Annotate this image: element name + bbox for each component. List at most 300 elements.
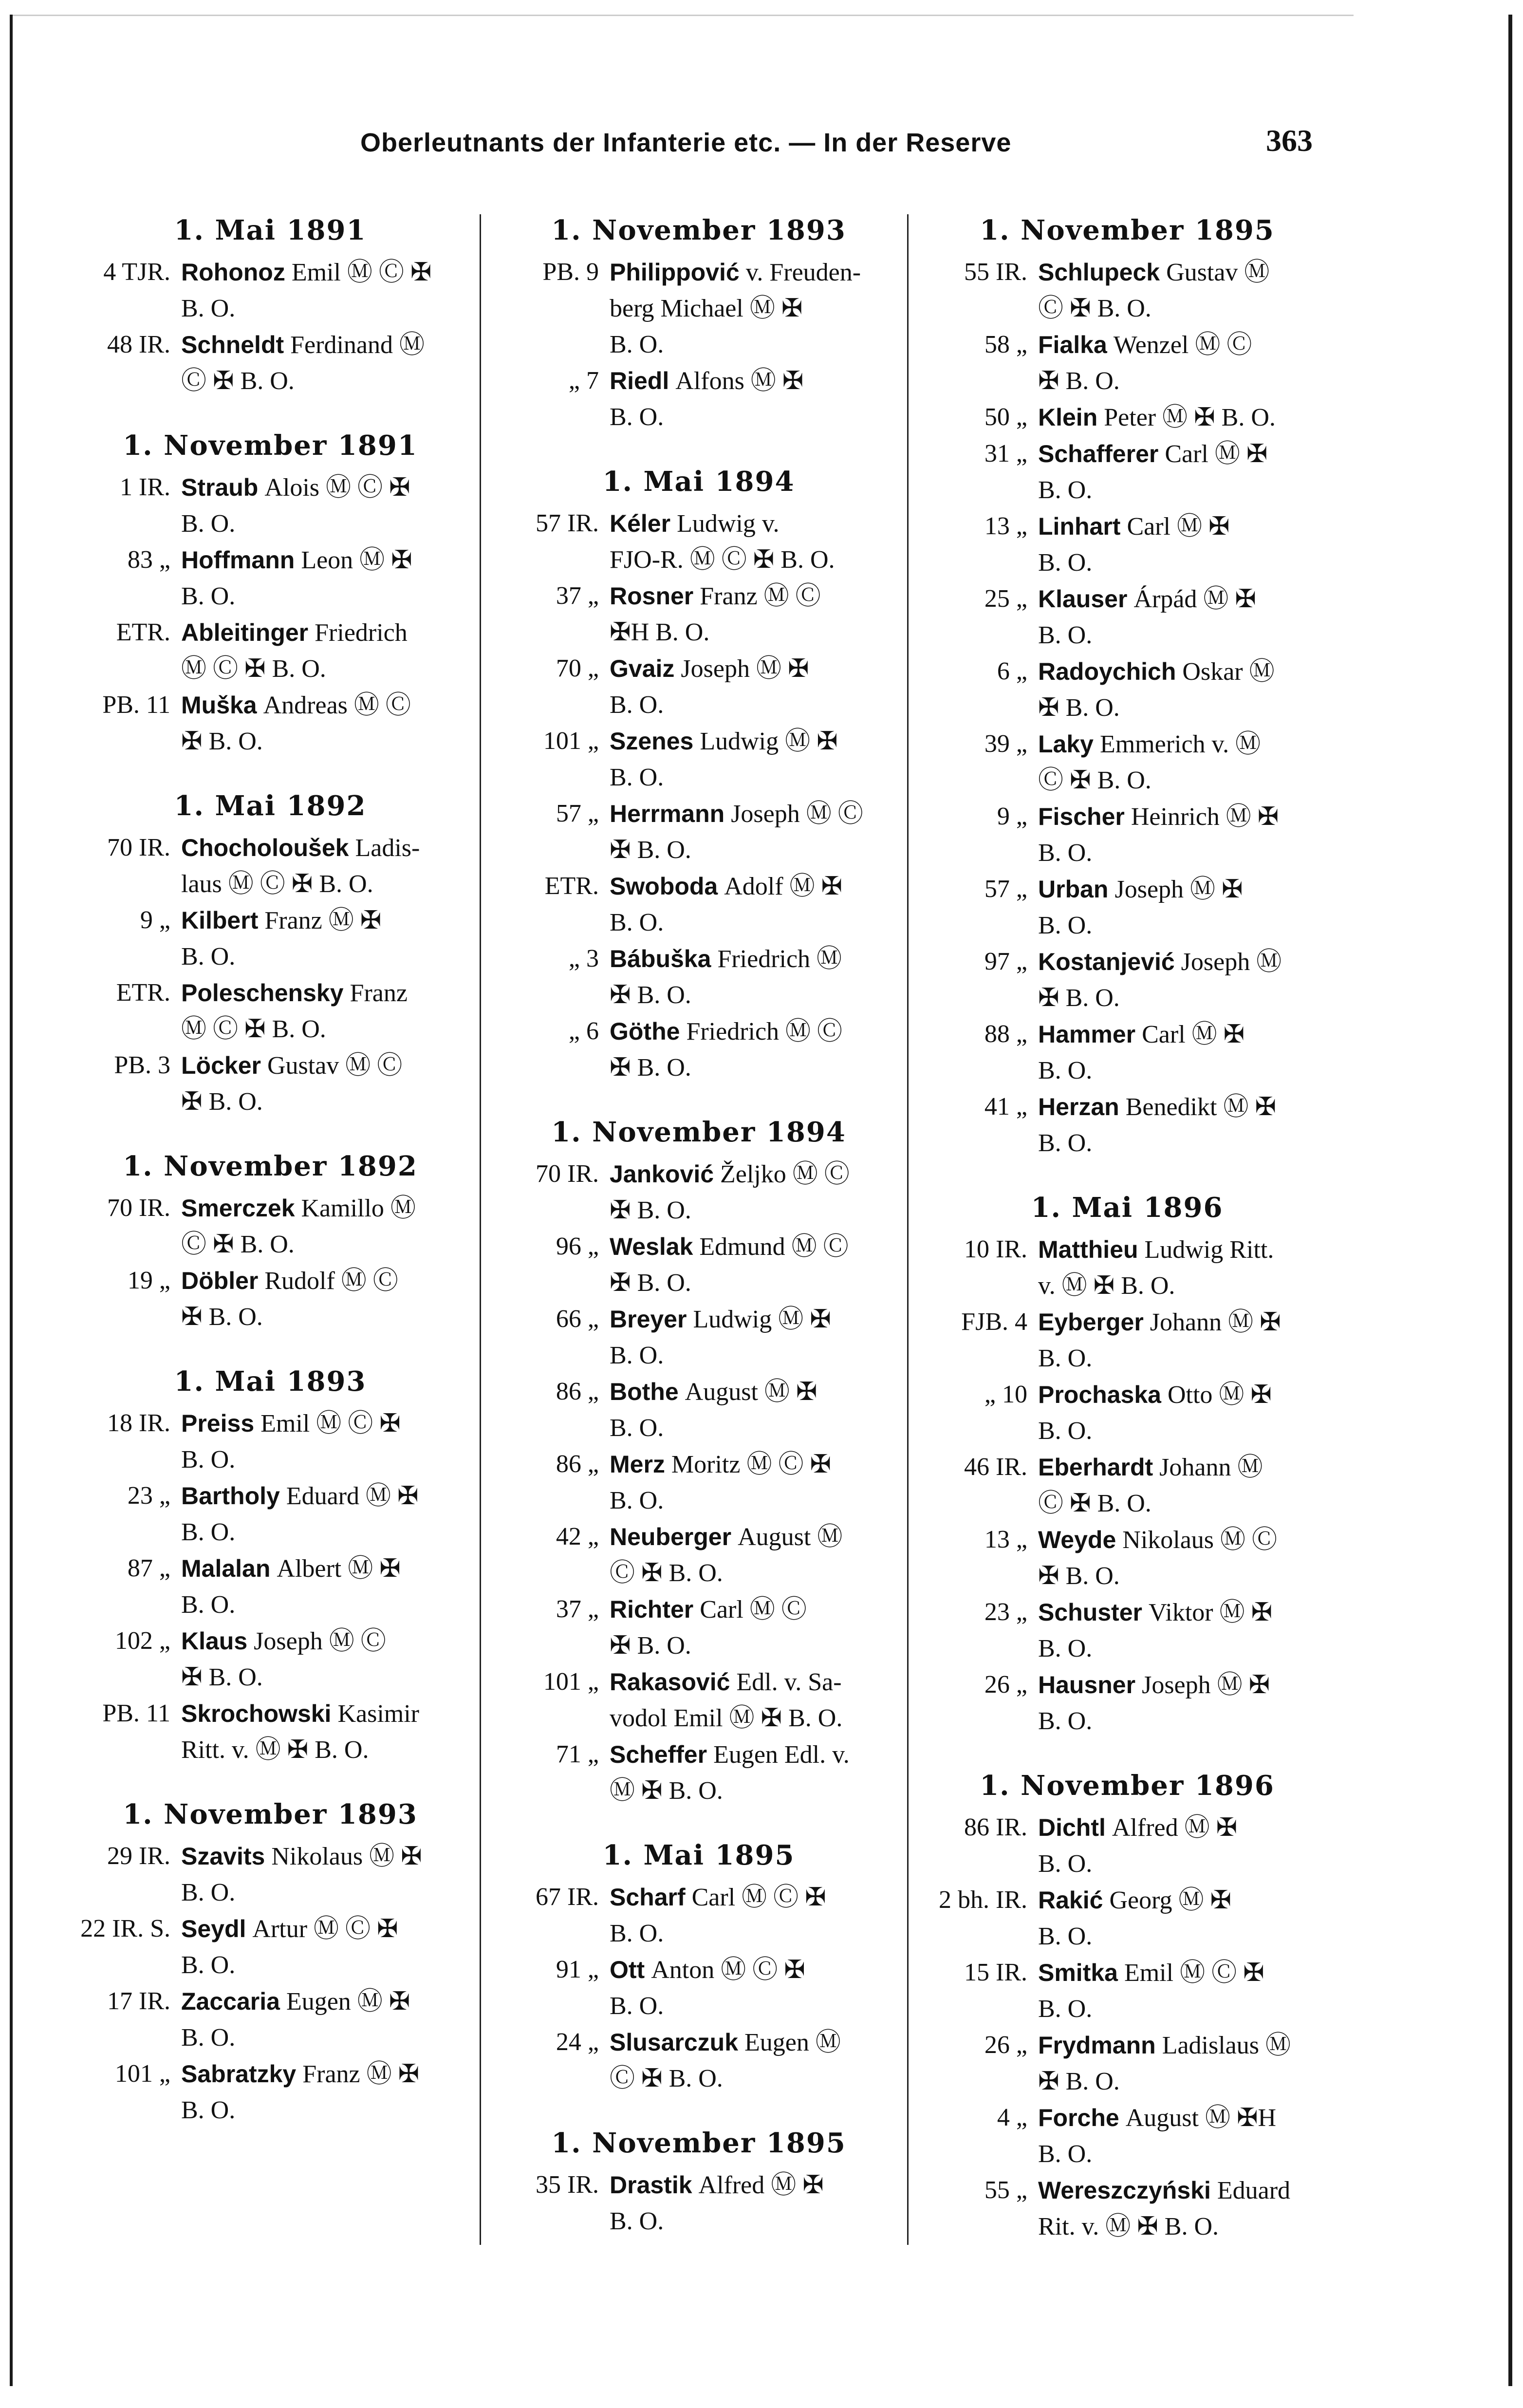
- section-heading: 1. November 1894: [551, 1116, 846, 1148]
- surname: Prochaska: [1038, 1381, 1161, 1408]
- surname: Rakić: [1038, 1886, 1103, 1914]
- entry-line: Benedikt Ⓜ ✠: [1125, 1093, 1277, 1121]
- page-number: 363: [1266, 123, 1313, 158]
- officer-entry: [925, 944, 1329, 1016]
- unit-label: „ 3: [568, 945, 599, 972]
- officer-entry: [925, 508, 1329, 581]
- unit-label: 55 „: [984, 2176, 1027, 2204]
- surname: Straub: [181, 474, 259, 501]
- unit-label: 6 „: [997, 657, 1027, 685]
- promotion-section: [68, 1365, 472, 1768]
- column-1: [68, 214, 472, 2159]
- surname: Merz: [610, 1451, 665, 1478]
- entry-body: [610, 796, 901, 868]
- entry-line: Alfred Ⓜ ✠: [1112, 1814, 1238, 1842]
- unit-label: 1 IR.: [120, 473, 170, 501]
- unit-label: 91 „: [556, 1956, 599, 1983]
- entry-body: [181, 1550, 472, 1623]
- entry-line: B. O.: [610, 1342, 664, 1369]
- surname: Dichtl: [1038, 1814, 1106, 1841]
- entry-line: Friedrich Ⓜ: [717, 945, 842, 973]
- entry-body: [181, 1190, 472, 1263]
- entry-line: ✠ B. O.: [610, 1054, 691, 1082]
- entry-line: ✠ B. O.: [181, 1088, 263, 1116]
- entry-line: Ludwig Ⓜ ✠: [693, 1306, 831, 1333]
- entry-line: Ladislaus Ⓜ: [1162, 2032, 1291, 2059]
- unit-label: 23 „: [127, 1482, 170, 1510]
- entry-line: vodol Emil Ⓜ ✠ B. O.: [610, 1704, 843, 1732]
- officer-entry: [68, 1696, 472, 1768]
- section-heading: 1. November 1893: [551, 214, 846, 246]
- surname: Ableitinger: [181, 619, 309, 646]
- entry-line: Carl Ⓜ ✠: [1165, 440, 1268, 468]
- officer-entry: [497, 1229, 901, 1301]
- entry-body: [181, 542, 472, 615]
- entry-line: B. O.: [610, 1920, 664, 1947]
- entry-line: v. Ⓜ ✠ B. O.: [1038, 1272, 1175, 1300]
- unit-label: 17 IR.: [107, 1987, 170, 2015]
- entry-line: Edmund Ⓜ Ⓒ: [699, 1233, 849, 1261]
- entry-line: Friedrich: [315, 619, 408, 647]
- entry-line: Ludwig Ritt.: [1144, 1236, 1274, 1264]
- entry-body: [181, 254, 472, 327]
- entry-line: Georg Ⓜ ✠: [1109, 1886, 1232, 1914]
- unit-label: 39 „: [984, 730, 1027, 758]
- entry-line: Joseph Ⓜ ✠: [681, 655, 809, 683]
- entry-body: [181, 975, 472, 1047]
- officer-entry: [497, 868, 901, 941]
- officer-entry: [68, 1838, 472, 1911]
- officer-entry: [497, 1879, 901, 1952]
- surname: Slusarczuk: [610, 2029, 739, 2056]
- entry-line: B. O.: [1038, 1707, 1093, 1735]
- officer-entry: [68, 1623, 472, 1696]
- officer-entry: [68, 1550, 472, 1623]
- unit-label: 2 bh. IR.: [939, 1886, 1027, 1914]
- unit-label: 18 IR.: [107, 1409, 170, 1437]
- officer-entry: [68, 469, 472, 542]
- unit-label: „ 6: [568, 1017, 599, 1045]
- entry-line: ✠ B. O.: [610, 1269, 691, 1297]
- officer-entry: [925, 1810, 1329, 1882]
- officer-entry: [925, 726, 1329, 799]
- surname: Urban: [1038, 876, 1109, 903]
- unit-label: 26 „: [984, 1671, 1027, 1699]
- surname: Rosner: [610, 582, 694, 610]
- entry-line: Franz: [350, 979, 408, 1007]
- officer-entry: [925, 254, 1329, 327]
- entry-line: Franz Ⓜ ✠: [264, 907, 382, 934]
- surname: Frydmann: [1038, 2032, 1156, 2059]
- entry-line: B. O.: [610, 2207, 664, 2235]
- entry-line: Leon Ⓜ ✠: [301, 546, 412, 574]
- entry-body: [1038, 1882, 1329, 1955]
- section-heading: 1. Mai 1895: [602, 1839, 795, 1871]
- unit-label: 31 „: [984, 440, 1027, 467]
- entry-line: Carl Ⓜ ✠: [1142, 1021, 1245, 1048]
- surname: Weslak: [610, 1233, 693, 1260]
- officer-entry: [925, 1232, 1329, 1304]
- unit-label: FJB. 4: [961, 1308, 1027, 1336]
- surname: Döbler: [181, 1267, 259, 1294]
- unit-label: 101 „: [114, 2060, 170, 2088]
- entry-line: B. O.: [1038, 1129, 1093, 1157]
- entry-body: [610, 2024, 901, 2097]
- unit-label: 70 IR.: [107, 834, 170, 861]
- surname: Schuster: [1038, 1599, 1142, 1626]
- unit-label: ETR.: [116, 618, 170, 646]
- entry-line: B. O.: [610, 691, 664, 719]
- entry-line: Ⓜ ✠ B. O.: [610, 1777, 723, 1805]
- unit-label: 67 IR.: [536, 1883, 599, 1911]
- entry-line: B. O.: [610, 403, 664, 431]
- entry-line: Ⓒ ✠ B. O.: [1038, 295, 1152, 322]
- entry-line: B. O.: [1038, 1923, 1093, 1950]
- entry-body: [1038, 1232, 1329, 1304]
- unit-label: PB. 11: [102, 691, 170, 719]
- surname: Eyberger: [1038, 1308, 1144, 1336]
- unit-label: PB. 11: [102, 1699, 170, 1727]
- entry-body: [610, 723, 901, 796]
- unit-label: „ 7: [568, 367, 599, 394]
- entry-body: [181, 1911, 472, 1983]
- surname: Philippović: [610, 259, 740, 286]
- officer-entry: [68, 615, 472, 687]
- officer-entry: [497, 1736, 901, 1809]
- surname: Fischer: [1038, 803, 1125, 830]
- section-heading: 1. November 1895: [551, 2127, 846, 2159]
- entry-line: v. Freuden-: [745, 259, 861, 286]
- entry-line: B. O.: [1038, 476, 1093, 504]
- surname: Swoboda: [610, 873, 718, 900]
- column-3: [925, 214, 1329, 2275]
- entry-body: [610, 1952, 901, 2024]
- officer-entry: [68, 830, 472, 902]
- entry-line: Peter Ⓜ ✠ B. O.: [1104, 404, 1276, 431]
- surname: Herrmann: [610, 800, 725, 827]
- entry-line: ✠H B. O.: [610, 618, 710, 646]
- entry-body: [1038, 2172, 1329, 2245]
- officer-entry: [925, 1449, 1329, 1522]
- surname: Radoychich: [1038, 658, 1176, 685]
- surname: Seydl: [181, 1915, 246, 1942]
- entry-body: [181, 327, 472, 399]
- entry-line: B. O.: [181, 295, 236, 322]
- entry-body: [1038, 1089, 1329, 1161]
- unit-label: 55 IR.: [964, 258, 1027, 286]
- entry-line: B. O.: [610, 1487, 664, 1514]
- entry-body: [1038, 2100, 1329, 2172]
- officer-entry: [925, 871, 1329, 944]
- surname: Gvaiz: [610, 655, 675, 682]
- entry-line: Ⓒ ✠ B. O.: [1038, 1490, 1152, 1517]
- entry-line: ✠ B. O.: [1038, 367, 1120, 395]
- entry-body: [610, 1013, 901, 1086]
- entry-line: B. O.: [181, 1951, 236, 1979]
- entry-line: Gustav Ⓜ: [1166, 259, 1270, 286]
- entry-line: B. O.: [610, 1992, 664, 2020]
- entry-line: Edl. v. Sa-: [736, 1668, 842, 1696]
- unit-label: 57 „: [556, 800, 599, 827]
- entry-body: [1038, 1016, 1329, 1089]
- entry-line: Andreas Ⓜ Ⓒ: [263, 691, 411, 719]
- entry-line: B. O.: [181, 1446, 236, 1474]
- entry-line: B. O.: [610, 331, 664, 358]
- entry-line: August Ⓜ ✠H: [1125, 2104, 1277, 2132]
- entry-line: Moritz Ⓜ Ⓒ ✠: [671, 1451, 832, 1478]
- entry-body: [1038, 944, 1329, 1016]
- entry-line: ✠ B. O.: [1038, 2068, 1120, 2095]
- entry-body: [1038, 1594, 1329, 1667]
- entry-line: Ⓜ Ⓒ ✠ B. O.: [181, 1015, 326, 1043]
- entry-line: ✠ B. O.: [1038, 1562, 1120, 1590]
- surname: Weyde: [1038, 1526, 1116, 1553]
- surname: Smerczek: [181, 1195, 295, 1222]
- entry-body: [181, 1623, 472, 1696]
- entry-body: [181, 1696, 472, 1768]
- unit-label: 70 IR.: [536, 1160, 599, 1188]
- page-edge-top: [10, 15, 1354, 16]
- entry-line: ✠ B. O.: [181, 1663, 263, 1691]
- entry-line: B. O.: [610, 764, 664, 791]
- entry-body: [1038, 436, 1329, 508]
- section-heading: 1. November 1891: [123, 429, 418, 462]
- entry-line: B. O.: [1038, 1850, 1093, 1878]
- entry-line: B. O.: [181, 1879, 236, 1906]
- entry-body: [610, 868, 901, 941]
- unit-label: 29 IR.: [107, 1842, 170, 1870]
- officer-entry: [68, 1983, 472, 2056]
- officer-entry: [925, 799, 1329, 871]
- unit-label: 57 „: [984, 875, 1027, 903]
- entry-line: B. O.: [1038, 1635, 1093, 1662]
- unit-label: 101 „: [543, 727, 599, 755]
- entry-line: Emmerich v. Ⓜ: [1099, 730, 1261, 758]
- section-heading: 1. Mai 1891: [174, 214, 367, 246]
- entry-body: [1038, 1667, 1329, 1739]
- unit-label: 10 IR.: [964, 1235, 1027, 1263]
- entry-body: [1038, 399, 1329, 436]
- officer-entry: [497, 723, 901, 796]
- page-edge-left: [10, 15, 13, 2386]
- officer-entry: [497, 505, 901, 578]
- officer-entry: [68, 1263, 472, 1335]
- surname: Muška: [181, 691, 257, 719]
- entry-body: [610, 1229, 901, 1301]
- entry-body: [610, 1736, 901, 1809]
- surname: Smitka: [1038, 1959, 1118, 1986]
- promotion-section: [68, 429, 472, 760]
- unit-label: 97 „: [984, 948, 1027, 975]
- surname: Klauser: [1038, 585, 1128, 613]
- entry-body: [610, 651, 901, 723]
- entry-line: Nikolaus Ⓜ Ⓒ: [1122, 1526, 1278, 1554]
- officer-entry: [925, 327, 1329, 399]
- officer-entry: [497, 1446, 901, 1519]
- officer-entry: [68, 902, 472, 975]
- entry-line: B. O.: [1038, 549, 1093, 577]
- surname: Neuberger: [610, 1523, 732, 1550]
- entry-line: B. O.: [1038, 1995, 1093, 2023]
- officer-entry: [497, 1519, 901, 1591]
- entry-line: Ⓒ ✠ B. O.: [181, 1231, 295, 1258]
- unit-label: 15 IR.: [964, 1959, 1027, 1986]
- promotion-section: [497, 214, 901, 435]
- entry-line: B. O.: [181, 2096, 236, 2124]
- officer-entry: [925, 1522, 1329, 1594]
- entry-body: [1038, 799, 1329, 871]
- officer-entry: [925, 581, 1329, 653]
- officer-entry: [925, 1882, 1329, 1955]
- section-heading: 1. Mai 1894: [602, 466, 795, 498]
- entry-line: Ⓒ ✠ B. O.: [610, 2065, 723, 2092]
- unit-label: 57 IR.: [536, 509, 599, 537]
- officer-entry: [925, 2100, 1329, 2172]
- promotion-section: [925, 1192, 1329, 1739]
- entry-line: Joseph Ⓜ ✠: [1142, 1671, 1270, 1699]
- officer-entry: [925, 1955, 1329, 2027]
- entry-body: [1038, 871, 1329, 944]
- officer-entry: [925, 2172, 1329, 2245]
- officer-entry: [497, 651, 901, 723]
- surname: Eberhardt: [1038, 1454, 1153, 1481]
- entry-line: Heinrich Ⓜ ✠: [1131, 803, 1279, 831]
- entry-body: [1038, 1449, 1329, 1522]
- section-heading: 1. November 1895: [980, 214, 1275, 246]
- promotion-section: [497, 2127, 901, 2240]
- surname: Herzan: [1038, 1093, 1119, 1120]
- surname: Riedl: [610, 367, 669, 394]
- surname: Malalan: [181, 1555, 271, 1582]
- entry-body: [1038, 254, 1329, 327]
- entry-body: [181, 1838, 472, 1911]
- unit-label: 9 „: [140, 906, 170, 934]
- surname: Forche: [1038, 2104, 1119, 2131]
- unit-label: 86 „: [556, 1450, 599, 1478]
- surname: Skrochowski: [181, 1700, 332, 1727]
- entry-line: B. O.: [610, 909, 664, 936]
- entry-line: Ⓒ ✠ B. O.: [1038, 766, 1152, 794]
- entry-body: [181, 902, 472, 975]
- entry-line: Eugen Ⓜ: [744, 2029, 841, 2056]
- entry-body: [181, 830, 472, 902]
- column-divider-2: [907, 214, 909, 2245]
- unit-label: 35 IR.: [536, 2171, 599, 2199]
- entry-line: Carl Ⓜ Ⓒ: [700, 1596, 807, 1624]
- entry-line: B. O.: [1038, 1417, 1093, 1445]
- entry-line: Johann Ⓜ: [1159, 1454, 1263, 1481]
- surname: Szavits: [181, 1843, 265, 1870]
- surname: Ott: [610, 1956, 645, 1983]
- surname: Klein: [1038, 404, 1098, 431]
- column-divider-1: [480, 214, 481, 2245]
- surname: Wereszczyński: [1038, 2177, 1211, 2204]
- surname: Hausner: [1038, 1671, 1136, 1699]
- entry-line: Johann Ⓜ ✠: [1150, 1308, 1281, 1336]
- entry-line: Rudolf Ⓜ Ⓒ: [264, 1267, 398, 1295]
- unit-label: 4 TJR.: [103, 258, 170, 286]
- unit-label: PB. 3: [114, 1051, 170, 1079]
- entry-body: [610, 505, 901, 578]
- entry-body: [610, 254, 901, 363]
- surname: Göthe: [610, 1018, 680, 1045]
- surname: Kostanjević: [1038, 948, 1175, 975]
- surname: Matthieu: [1038, 1236, 1138, 1263]
- unit-label: 37 „: [556, 1595, 599, 1623]
- entry-line: Kasimir: [337, 1700, 419, 1728]
- surname: Kéler: [610, 510, 671, 537]
- entry-body: [1038, 2027, 1329, 2100]
- entry-line: Alois Ⓜ Ⓒ ✠: [264, 474, 410, 502]
- surname: Scharf: [610, 1884, 686, 1911]
- surname: Richter: [610, 1596, 694, 1623]
- surname: Poleschensky: [181, 979, 344, 1007]
- header-title: Oberleutnants der Infanterie etc. — In der Reserve: [360, 128, 1012, 157]
- surname: Bothe: [610, 1378, 679, 1405]
- entry-line: B. O.: [610, 1414, 664, 1442]
- surname: Bartholy: [181, 1482, 280, 1510]
- entry-body: [610, 941, 901, 1013]
- unit-label: ETR.: [116, 979, 170, 1007]
- unit-label: 83 „: [127, 546, 170, 574]
- officer-entry: [497, 1374, 901, 1446]
- unit-label: 9 „: [997, 803, 1027, 830]
- officer-entry: [497, 2024, 901, 2097]
- entry-body: [610, 1301, 901, 1374]
- surname: Scheffer: [610, 1741, 707, 1768]
- entry-line: Gustav Ⓜ Ⓒ: [267, 1052, 403, 1080]
- entry-line: B. O.: [181, 943, 236, 971]
- entry-line: Albert Ⓜ ✠: [277, 1555, 401, 1583]
- officer-entry: [497, 363, 901, 435]
- officer-entry: [68, 1478, 472, 1550]
- promotion-section: [925, 1770, 1329, 2245]
- officer-entry: [925, 1016, 1329, 1089]
- entry-body: [610, 578, 901, 651]
- entry-body: [181, 469, 472, 542]
- entry-line: B. O.: [1038, 912, 1093, 939]
- officer-entry: [925, 1377, 1329, 1449]
- promotion-section: [68, 790, 472, 1120]
- promotion-section: [68, 1150, 472, 1335]
- entry-body: [1038, 1955, 1329, 2027]
- surname: Bábuška: [610, 945, 711, 972]
- unit-label: 87 „: [127, 1554, 170, 1582]
- promotion-section: [68, 214, 472, 399]
- entry-body: [181, 615, 472, 687]
- surname: Chocholoušek: [181, 834, 349, 861]
- officer-entry: [925, 436, 1329, 508]
- entry-line: Alfons Ⓜ ✠: [675, 367, 804, 395]
- entry-line: Joseph Ⓜ: [1181, 948, 1282, 976]
- entry-line: ✠ B. O.: [1038, 694, 1120, 722]
- surname: Rohonoz: [181, 259, 285, 286]
- surname: Breyer: [610, 1306, 687, 1333]
- officer-entry: [68, 1911, 472, 1983]
- entry-line: B. O.: [1038, 1344, 1093, 1372]
- officer-entry: [497, 941, 901, 1013]
- unit-label: 42 „: [556, 1523, 599, 1550]
- entry-line: Eduard Ⓜ ✠: [286, 1482, 419, 1510]
- officer-entry: [68, 687, 472, 760]
- entry-body: [1038, 653, 1329, 726]
- entry-body: [1038, 1522, 1329, 1594]
- entry-line: Eduard: [1217, 2177, 1291, 2204]
- unit-label: „ 10: [984, 1381, 1027, 1408]
- entry-line: August Ⓜ: [738, 1523, 843, 1551]
- unit-label: 102 „: [114, 1627, 170, 1655]
- entry-body: [1038, 1810, 1329, 1882]
